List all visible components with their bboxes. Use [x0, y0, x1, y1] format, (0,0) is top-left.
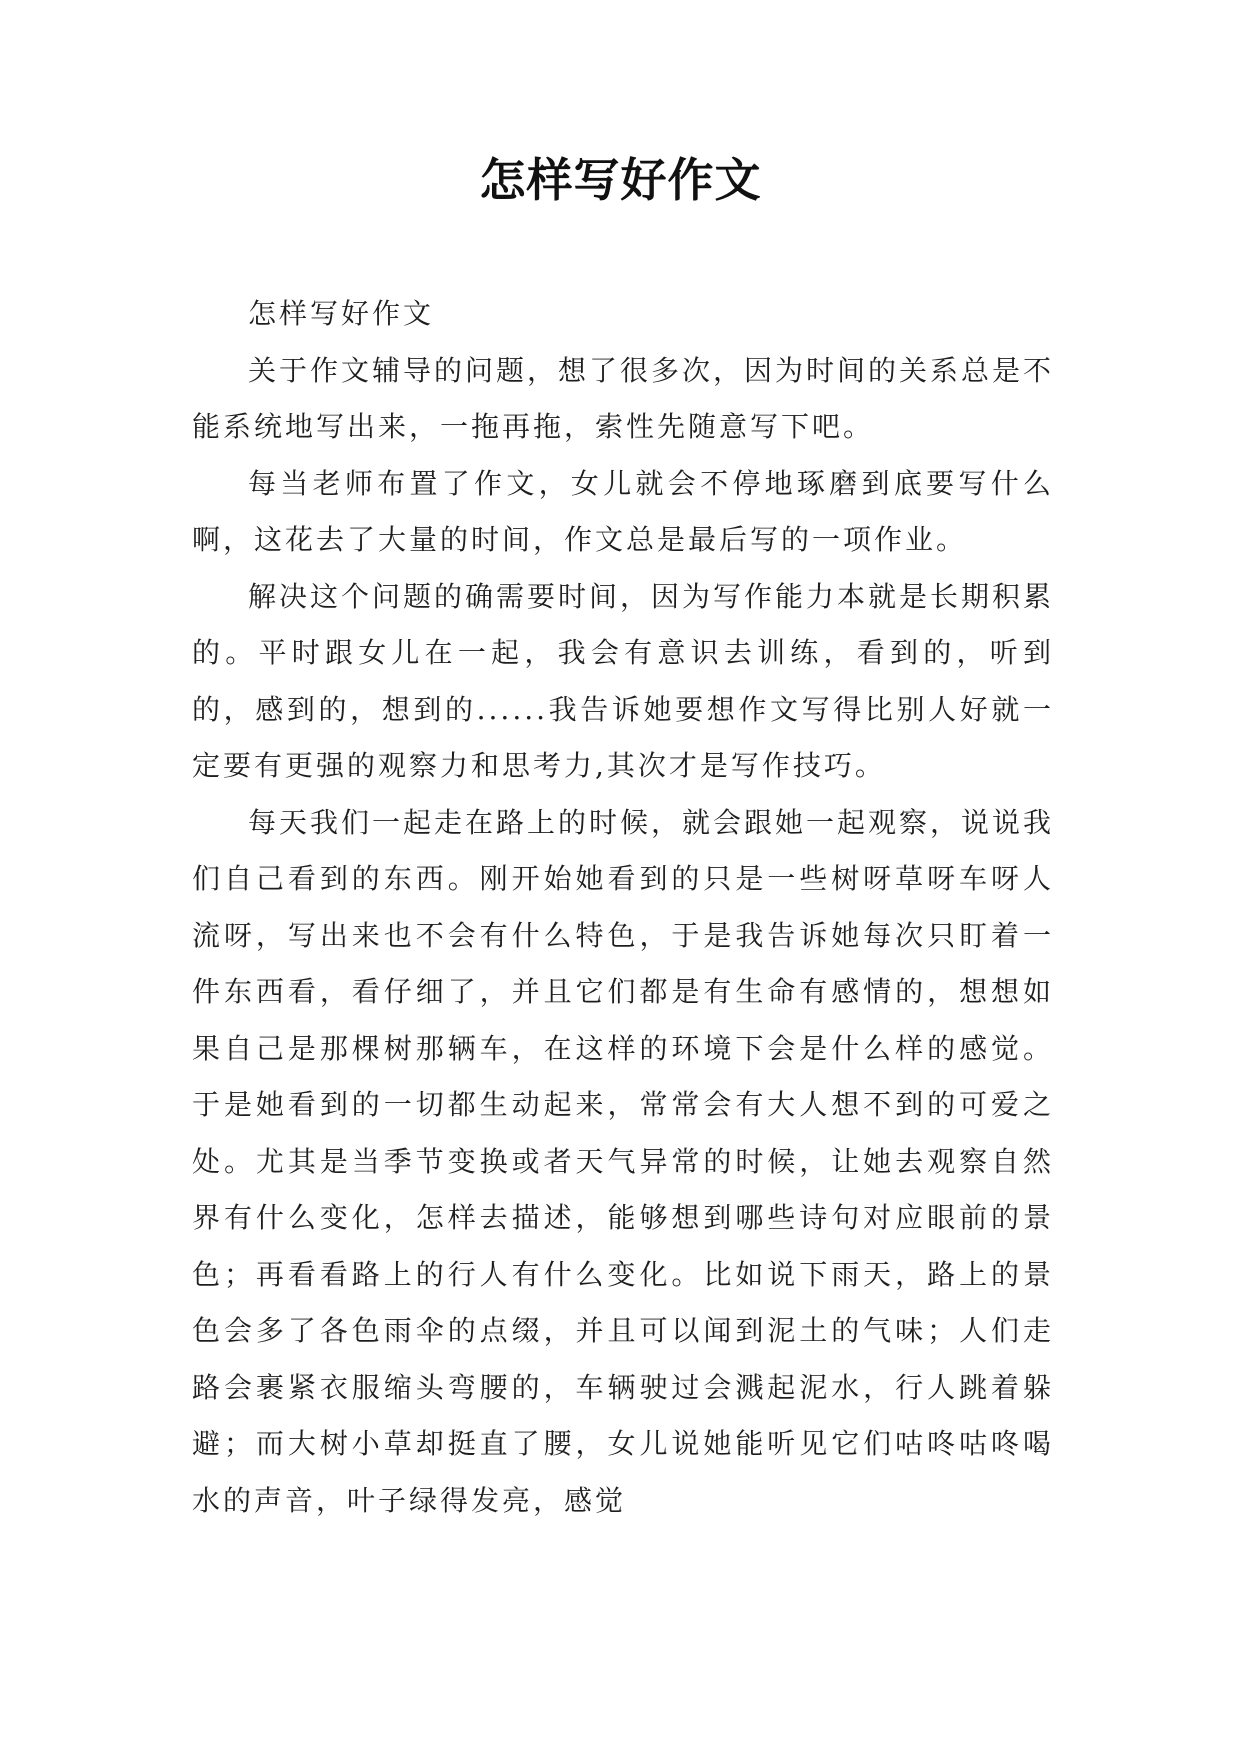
document-title: 怎样写好作文 [479, 153, 762, 207]
paragraph: 每天我们一起走在路上的时候，就会跟她一起观察，说说我们自己看到的东西。刚开始她看到的只是一些树呀草呀车呀人流呀，写出来也不会有什么特色，于是我告诉她每次只盯着一件东西看，看仔细了，并且它们都是有生命有感情的，想想如果自己是那棵树那辆车，在这样的环境下会是什么样的感觉。于是她看到的一切都生动起来，常常会有大人想不到的可爱之处。尤其是当季节变换或者天气异常的时候，让她去观察自然界有什么变化，怎样去描述，能够想到哪些诗句对应眼前的景色；再看看路上的行人有什么变化。比如说下雨天，路上的景色会多了各色雨伞的点缀，并且可以闻到泥土的气味；人们走路会裹紧衣服缩头弯腰的，车辆驶过会溅起泥水，行人跳着躲避；而大树小草却挺直了腰，女儿说她能听见它们咕咚咕咚喝水的声音，叶子绿得发亮，感觉 [192, 805, 1055, 1517]
paragraph-heading: 怎样写好作文 [248, 297, 435, 330]
paragraph: 解决这个问题的确需要时间，因为写作能力本就是长期积累的。平时跟女儿在一起，我会有意识去训练，看到的，听到的，感到的，想到的......我告诉她要想作文写得比别人好就一定要有更强的观察力和思考力,其次才是写作技巧。 [192, 579, 1055, 782]
paragraph: 关于作文辅导的问题，想了很多次，因为时间的关系总是不能系统地写出来，一拖再拖，索性先随意写下吧。 [192, 353, 1055, 443]
paragraph: 每当老师布置了作文，女儿就会不停地琢磨到底要写什么啊，这花去了大量的时间，作文总是最后写的一项作业。 [192, 466, 1054, 556]
document-body [192, 286, 1054, 1529]
